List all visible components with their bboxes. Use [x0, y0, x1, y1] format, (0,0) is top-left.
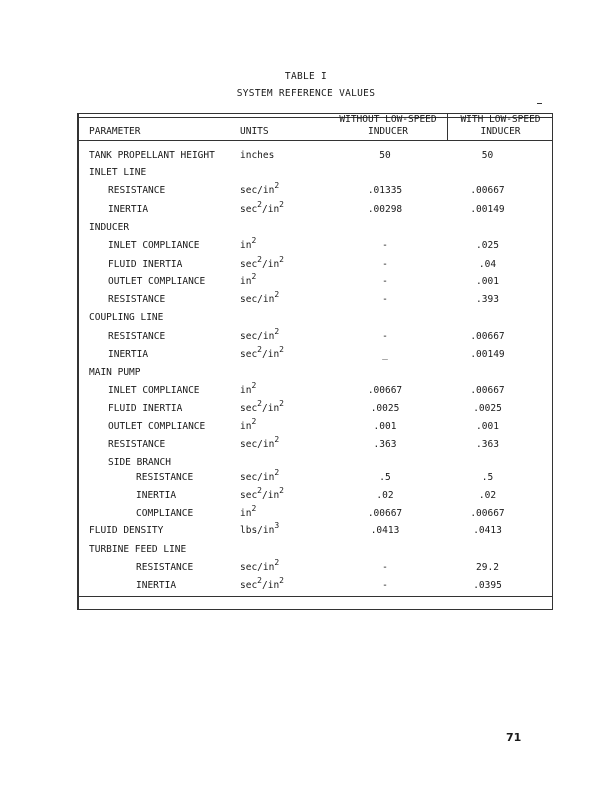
margin-mark [537, 103, 542, 104]
header-parameter: PARAMETER [89, 126, 141, 137]
units-cell: $in^2$ [240, 381, 257, 396]
without-inducer-cell: - [382, 580, 388, 591]
units-cell: $\sec/in^2$ [240, 435, 280, 450]
without-inducer-cell: - [382, 331, 388, 342]
parameter-cell: SIDE BRANCH [108, 457, 171, 468]
parameter-cell: TURBINE FEED LINE [89, 544, 187, 555]
parameter-cell: RESISTANCE [136, 472, 194, 483]
units-cell: $\sec^2/in^2$ [240, 576, 284, 591]
parameter-cell: TANK PROPELLANT HEIGHT [89, 150, 215, 161]
with-inducer-cell: .02 [478, 490, 497, 501]
table-row [0, 272, 612, 290]
header-without-line1: WITHOUT LOW-SPEED [339, 114, 437, 125]
table-row [0, 486, 612, 504]
with-inducer-cell: .393 [476, 294, 499, 305]
with-inducer-cell: .0395 [473, 580, 502, 591]
table-row [0, 399, 612, 417]
table-row [0, 222, 612, 236]
table-row [0, 181, 612, 199]
table-row [0, 255, 612, 273]
table-row [0, 327, 612, 345]
with-inducer-cell: .363 [476, 439, 499, 450]
header-without-line2: INDUCER [367, 126, 409, 137]
parameter-cell: INERTIA [136, 490, 177, 501]
table-row [0, 381, 612, 399]
with-inducer-cell: 29.2 [476, 562, 499, 573]
header-with-line2: INDUCER [480, 126, 521, 137]
without-inducer-cell: .00667 [367, 385, 403, 396]
bottom-rule [78, 596, 553, 597]
table-row [0, 457, 612, 471]
without-inducer-cell: .00667 [367, 508, 403, 519]
table-row [0, 312, 612, 326]
with-inducer-cell: .00667 [470, 385, 505, 396]
without-inducer-cell: .0025 [370, 403, 400, 414]
parameter-cell: INLET COMPLIANCE [108, 385, 200, 396]
parameter-cell: INERTIA [136, 580, 177, 591]
with-inducer-cell: .0025 [473, 403, 502, 414]
without-inducer-cell: .02 [376, 490, 394, 501]
table-row [0, 435, 612, 453]
with-inducer-cell: .00667 [470, 185, 505, 196]
table-row [0, 236, 612, 254]
table-row [0, 504, 612, 522]
without-inducer-cell: - [382, 259, 388, 270]
table-row [0, 345, 612, 363]
with-inducer-cell: .5 [481, 472, 494, 483]
units-cell: $\sec/in^2$ [240, 290, 280, 305]
units-cell: $\sec^2/in^2$ [240, 486, 284, 501]
parameter-cell: INERTIA [108, 204, 149, 215]
units-cell: $\sec/in^2$ [240, 468, 280, 483]
without-inducer-cell: - [382, 294, 388, 305]
table-row [0, 367, 612, 381]
with-inducer-cell: .00667 [470, 331, 505, 342]
parameter-cell: INERTIA [108, 349, 149, 360]
parameter-cell: COUPLING LINE [89, 312, 164, 323]
without-inducer-cell: .0413 [370, 525, 400, 536]
parameter-cell: FLUID INERTIA [108, 259, 183, 270]
units-cell: $in^2$ [240, 504, 257, 519]
without-inducer-cell: .5 [379, 472, 391, 483]
units-cell: $\sec/in^2$ [240, 558, 280, 573]
table-row [0, 200, 612, 218]
table-row [0, 521, 612, 539]
units-cell: $\sec^2/in^2$ [240, 200, 284, 215]
with-inducer-cell: .025 [476, 240, 499, 251]
parameter-cell: MAIN PUMP [89, 367, 141, 378]
units-cell: inches [240, 150, 275, 161]
parameter-cell: OUTLET COMPLIANCE [108, 421, 206, 432]
parameter-cell: RESISTANCE [136, 562, 194, 573]
units-cell: $\sec/in^2$ [240, 327, 280, 342]
table-row [0, 576, 612, 594]
units-cell: $in^2$ [240, 272, 257, 287]
table-row [0, 558, 612, 576]
page-number: 71 [506, 731, 522, 744]
units-cell: $\sec/in^2$ [240, 181, 280, 196]
parameter-cell: FLUID INERTIA [108, 403, 183, 414]
units-cell: $in^2$ [240, 417, 257, 432]
units-cell: $in^2$ [240, 236, 257, 251]
parameter-cell: RESISTANCE [108, 331, 166, 342]
units-cell: $\sec^2/in^2$ [240, 345, 284, 360]
parameter-cell: COMPLIANCE [136, 508, 194, 519]
with-inducer-cell: .0413 [473, 525, 502, 536]
with-inducer-cell: .00667 [470, 508, 505, 519]
units-cell: lbs/$in^3$ [240, 521, 280, 536]
without-inducer-cell: _ [382, 349, 388, 360]
header-units: UNITS [240, 126, 269, 137]
without-inducer-cell: .01335 [367, 185, 403, 196]
table-row [0, 150, 612, 164]
without-inducer-cell: .00298 [367, 204, 403, 215]
table-subtitle: SYSTEM REFERENCE VALUES [236, 88, 376, 99]
table-row [0, 290, 612, 308]
parameter-cell: INDUCER [89, 222, 130, 233]
header-with-line1: WITH LOW-SPEED [460, 114, 541, 125]
units-cell: $\sec^2/in^2$ [240, 255, 284, 270]
with-inducer-cell: .00149 [470, 349, 505, 360]
parameter-cell: INLET COMPLIANCE [108, 240, 200, 251]
units-cell: $\sec^2/in^2$ [240, 399, 284, 414]
header-rule [78, 140, 553, 141]
without-inducer-cell: - [382, 562, 388, 573]
table-row [0, 544, 612, 558]
parameter-cell: INLET LINE [89, 167, 147, 178]
table-row [0, 167, 612, 181]
with-inducer-cell: .00149 [470, 204, 505, 215]
header-divider [447, 113, 448, 140]
parameter-cell: RESISTANCE [108, 439, 166, 450]
table-row [0, 417, 612, 435]
without-inducer-cell: .363 [373, 439, 397, 450]
parameter-cell: RESISTANCE [108, 294, 166, 305]
parameter-cell: OUTLET COMPLIANCE [108, 276, 206, 287]
table-title: TABLE I [284, 71, 328, 82]
parameter-cell: FLUID DENSITY [89, 525, 164, 536]
with-inducer-cell: .001 [476, 276, 499, 287]
without-inducer-cell: 50 [379, 150, 391, 161]
parameter-cell: RESISTANCE [108, 185, 166, 196]
with-inducer-cell: .04 [478, 259, 497, 270]
table-row [0, 468, 612, 486]
with-inducer-cell: .001 [476, 421, 499, 432]
without-inducer-cell: - [382, 276, 388, 287]
with-inducer-cell: 50 [481, 150, 494, 161]
without-inducer-cell: .001 [373, 421, 397, 432]
without-inducer-cell: - [382, 240, 388, 251]
